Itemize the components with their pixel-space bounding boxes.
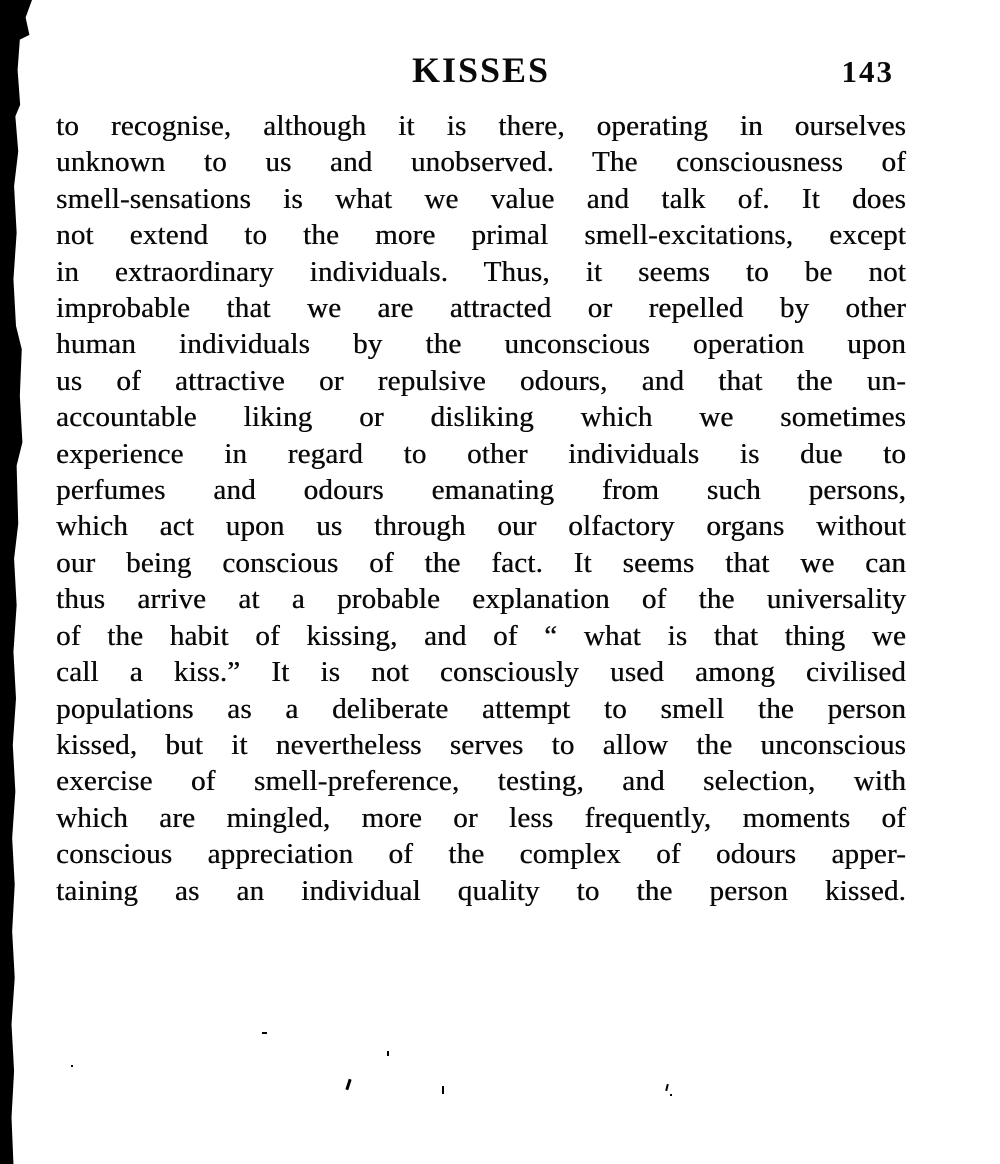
scan-speck — [71, 1065, 73, 1067]
binding-shadow — [0, 0, 32, 1164]
text-line: accountable liking or disliking which we sometimes — [56, 401, 906, 434]
text-line: us of attractive or repulsive odours, and that the un- — [56, 364, 906, 397]
scan-speck — [262, 1032, 267, 1034]
scan-speck — [387, 1051, 389, 1056]
text-line: in extraordinary individuals. Thus, it seems to be not — [56, 255, 906, 288]
text-line: not extend to the more primal smell-excitations, except — [56, 219, 906, 252]
text-line: perfumes and odours emanating from such persons, — [56, 474, 906, 507]
text-line: human individuals by the unconscious operation upon — [56, 328, 906, 361]
text-line: populations as a deliberate attempt to smell the person — [56, 692, 906, 725]
running-title: KISSES — [411, 50, 551, 90]
text-line: to recognise, although it is there, operating in ourselves — [56, 110, 906, 142]
text-line: which are mingled, more or less frequently, moments of — [56, 801, 906, 834]
text-line: unknown to us and unobserved. The consciousness of — [56, 146, 906, 179]
text-line: which act upon us through our olfactory organs without — [56, 510, 906, 543]
scan-speck — [670, 1094, 672, 1096]
page-number: 143 — [841, 54, 894, 89]
text-line: smell-sensations is what we value and talk of. It does — [56, 182, 906, 215]
scan-speck — [665, 1084, 669, 1091]
text-line: thus arrive at a probable explanation of the universality — [56, 583, 906, 616]
scan-speck — [345, 1079, 351, 1090]
text-line: our being conscious of the fact. It seems that we can — [56, 546, 906, 579]
text-line: of the habit of kissing, and of “ what is that thing we — [56, 619, 906, 652]
text-line: call a kiss.” It is not consciously used among civilised — [56, 656, 906, 689]
text-line: exercise of smell-preference, testing, and selection, with — [56, 765, 906, 798]
text-line: improbable that we are attracted or repelled by other — [56, 292, 906, 325]
page-header — [56, 52, 906, 92]
scan-speck — [442, 1086, 444, 1094]
body-text — [56, 108, 906, 909]
text-line: experience in regard to other individuals is due to — [56, 437, 906, 470]
text-line: conscious appreciation of the complex of odours apper- — [56, 838, 906, 871]
text-line: kissed, but it nevertheless serves to allow the unconscious — [56, 728, 906, 761]
text-line: taining as an individual quality to the person kissed. — [56, 874, 906, 907]
